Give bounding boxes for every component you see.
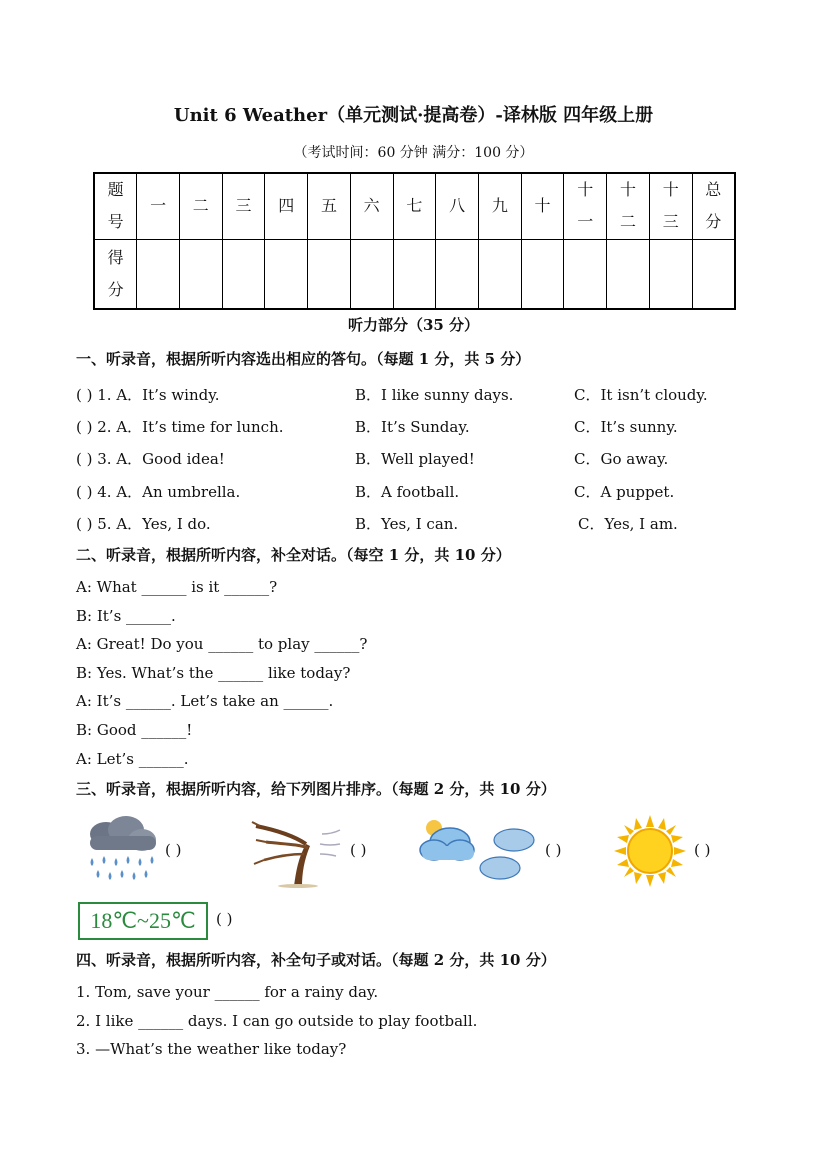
order-blank-5[interactable]: ( ) xyxy=(216,910,233,928)
col-header: 十 三 xyxy=(649,173,692,239)
question-5-option-b: B．Yes, I can. xyxy=(355,515,459,533)
score-table xyxy=(93,172,736,310)
dialogue-line: A: What ______ is it ______? xyxy=(76,578,278,596)
listening-title: 听力部分（35 分） xyxy=(347,316,480,334)
col-header: 十 二 xyxy=(607,173,650,239)
section4-title: 四、听录音，根据所听内容，补全句子或对话。（每题 2 分，共 10 分） xyxy=(76,951,556,969)
rain-cloud-icon xyxy=(76,812,160,890)
col-header: 三 xyxy=(222,173,265,239)
score-cell[interactable] xyxy=(564,239,607,309)
order-blank-4[interactable]: ( ) xyxy=(694,841,711,859)
page-title: Unit 6 Weather（单元测试·提高卷）-译林版 四年级上册 xyxy=(173,105,654,126)
row-label-number: 题 号 xyxy=(94,173,137,239)
col-header: 五 xyxy=(308,173,351,239)
row-label-score: 得 分 xyxy=(94,239,137,309)
sentence-line: 2. I like ______ days. I can go outside to play football. xyxy=(76,1012,478,1030)
dialogue-line: B: Yes. What’s the ______ like today? xyxy=(76,664,351,682)
col-header: 四 xyxy=(265,173,308,239)
question-4-option-b: B．A football. xyxy=(355,483,460,501)
dialogue-line: A: Great! Do you ______ to play ______? xyxy=(76,635,368,653)
score-cell[interactable] xyxy=(436,239,479,309)
cloudy-icon xyxy=(416,816,540,886)
question-3-option-c: C．Go away. xyxy=(574,450,669,468)
question-4: ( ) 4. A．An umbrella. xyxy=(76,483,241,501)
dialogue-line: A: It’s ______. Let’s take an ______. xyxy=(76,692,334,710)
question-5: ( ) 5. A．Yes, I do. xyxy=(76,515,211,533)
dialogue-line: B: Good ______! xyxy=(76,721,193,739)
question-2-option-b: B．It’s Sunday. xyxy=(355,418,470,436)
score-cell[interactable] xyxy=(265,239,308,309)
question-2-option-c: C．It’s sunny. xyxy=(574,418,678,436)
dialogue-line: A: Let’s ______. xyxy=(76,750,189,768)
section1-title: 一、听录音，根据所听内容选出相应的答句。（每题 1 分，共 5 分） xyxy=(76,350,531,368)
section2-title: 二、听录音，根据所听内容，补全对话。（每空 1 分，共 10 分） xyxy=(76,546,511,564)
score-cell[interactable] xyxy=(649,239,692,309)
score-cell[interactable] xyxy=(521,239,564,309)
temperature-image: 18℃~25℃ xyxy=(78,902,208,940)
order-blank-3[interactable]: ( ) xyxy=(545,841,562,859)
windy-tree-icon xyxy=(236,814,344,888)
col-header: 一 xyxy=(137,173,180,239)
exam-info: （考试时间：60 分钟 满分：100 分） xyxy=(293,145,534,161)
sentence-line: 3. —What’s the weather like today? xyxy=(76,1040,347,1058)
sun-icon xyxy=(614,815,686,887)
score-cell[interactable] xyxy=(179,239,222,309)
col-header: 八 xyxy=(436,173,479,239)
score-cell[interactable] xyxy=(692,239,735,309)
dialogue-line: B: It’s ______. xyxy=(76,607,176,625)
score-cell[interactable] xyxy=(222,239,265,309)
score-cell[interactable] xyxy=(350,239,393,309)
question-2: ( ) 2. A．It’s time for lunch. xyxy=(76,418,284,436)
col-header: 总 分 xyxy=(692,173,735,239)
question-1-option-b: B．I like sunny days. xyxy=(355,386,514,404)
order-blank-2[interactable]: ( ) xyxy=(350,841,367,859)
col-header: 二 xyxy=(179,173,222,239)
question-1: ( ) 1. A．It’s windy. xyxy=(76,386,220,404)
question-3-option-b: B．Well played! xyxy=(355,450,475,468)
question-1-option-c: C．It isn’t cloudy. xyxy=(574,386,708,404)
score-cell[interactable] xyxy=(137,239,180,309)
sentence-line: 1. Tom, save your ______ for a rainy day. xyxy=(76,983,379,1001)
score-cell[interactable] xyxy=(478,239,521,309)
question-3: ( ) 3. A．Good idea! xyxy=(76,450,225,468)
score-cell[interactable] xyxy=(393,239,436,309)
question-5-option-c: C．Yes, I am. xyxy=(578,515,678,533)
score-cell[interactable] xyxy=(607,239,650,309)
col-header: 九 xyxy=(478,173,521,239)
col-header: 七 xyxy=(393,173,436,239)
col-header: 十 xyxy=(521,173,564,239)
col-header: 六 xyxy=(350,173,393,239)
order-blank-1[interactable]: ( ) xyxy=(165,841,182,859)
section3-title: 三、听录音，根据所听内容，给下列图片排序。（每题 2 分，共 10 分） xyxy=(76,780,556,798)
score-cell[interactable] xyxy=(308,239,351,309)
question-4-option-c: C．A puppet. xyxy=(574,483,675,501)
col-header: 十 一 xyxy=(564,173,607,239)
